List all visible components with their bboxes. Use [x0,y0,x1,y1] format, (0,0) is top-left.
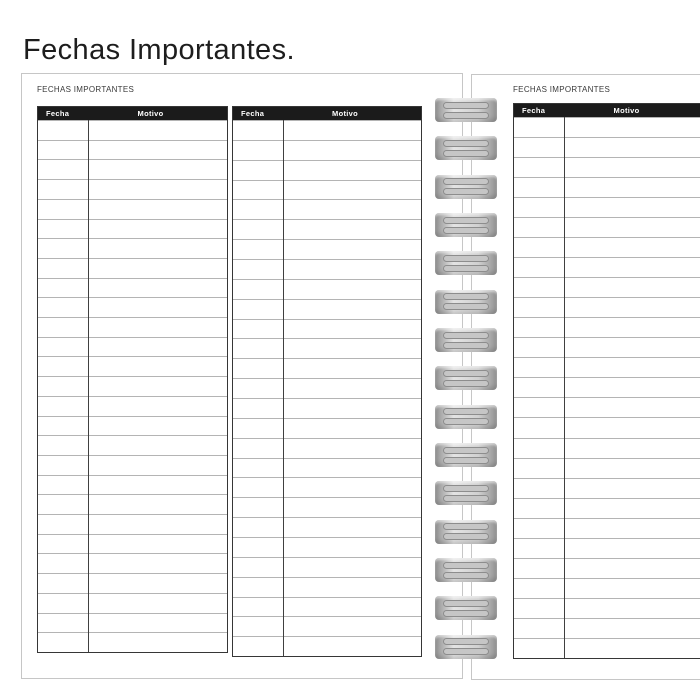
header-cell-motivo: Motivo [332,109,358,118]
table-row [38,140,227,160]
table-row [514,277,700,297]
left-page [21,73,463,679]
coil-wire [443,265,489,272]
table-row [38,317,227,337]
table-row [233,299,421,319]
table-row [233,517,421,537]
column-divider-line [283,120,284,656]
table-row [514,538,700,558]
table-row [38,376,227,396]
table-row [514,578,700,598]
table-row [233,199,421,219]
column-divider-line [564,117,565,658]
header-cell-motivo: Motivo [613,106,640,115]
table-row [38,475,227,495]
binding-coil [435,481,497,505]
table-row [233,597,421,617]
table-row [38,238,227,258]
table-row [514,297,700,317]
table-row [514,377,700,397]
table-row [514,518,700,538]
coil-wire [443,447,489,454]
header-cell-motivo: Motivo [137,109,164,118]
coil-wire [443,485,489,492]
coil-wire [443,370,489,377]
table-row [514,197,700,217]
table-row [233,557,421,577]
table-row [514,598,700,618]
table-row [514,618,700,638]
binding-coil [435,520,497,544]
table-row [514,117,700,137]
coil-wire [443,217,489,224]
table-row [514,458,700,478]
table-body [233,120,421,656]
dates-table-right-1 [513,103,700,659]
binding-coil [435,251,497,275]
table-row [38,593,227,613]
binding-coil [435,213,497,237]
coil-wire [443,562,489,569]
table-row [233,219,421,239]
coil-wire [443,533,489,540]
table-row [514,257,700,277]
coil-wire [443,418,489,425]
table-row [514,498,700,518]
coil-wire [443,523,489,530]
table-row [233,358,421,378]
coil-wire [443,140,489,147]
page-title: Fechas Importantes. [23,34,295,67]
table-row [233,259,421,279]
binding-coil [435,596,497,620]
table-row [514,177,700,197]
table-row [38,553,227,573]
binding-coil [435,328,497,352]
coil-wire [443,342,489,349]
header-cell-fecha: Fecha [46,109,70,118]
table-row [38,494,227,514]
coil-wire [443,495,489,502]
table-row [233,120,421,140]
table-row [233,497,421,517]
binding-coil [435,366,497,390]
dates-table-left-1 [37,106,228,653]
dates-table-left-2 [232,106,422,657]
binding-coil [435,175,497,199]
table-row [233,140,421,160]
table-row [233,279,421,299]
table-row [38,613,227,633]
coil-wire [443,178,489,185]
binding-coil [435,443,497,467]
table-row [233,398,421,418]
table-row [514,397,700,417]
coil-wire [443,150,489,157]
table-row [514,237,700,257]
coil-wire [443,188,489,195]
table-row [233,477,421,497]
table-row [233,537,421,557]
coil-wire [443,572,489,579]
coil-wire [443,457,489,464]
table-header [38,107,227,120]
table-row [38,278,227,298]
coil-wire [443,102,489,109]
table-row [38,632,227,652]
table-row [38,455,227,475]
right-page-label: FECHAS IMPORTANTES [513,85,611,94]
header-cell-fecha: Fecha [522,106,546,115]
table-row [38,258,227,278]
left-page-label: FECHAS IMPORTANTES [37,85,135,94]
table-row [38,514,227,534]
table-row [514,157,700,177]
coil-wire [443,332,489,339]
table-row [38,396,227,416]
coil-wire [443,610,489,617]
table-row [233,636,421,656]
spiral-binding [435,98,497,659]
table-row [38,179,227,199]
table-row [514,357,700,377]
column-divider-line [88,120,89,652]
binding-coil [435,98,497,122]
table-row [38,435,227,455]
coil-wire [443,380,489,387]
table-row [38,416,227,436]
table-row [38,356,227,376]
table-body [514,117,700,658]
table-row [233,378,421,398]
table-row [514,438,700,458]
table-body [38,120,227,652]
table-row [514,558,700,578]
table-row [233,319,421,339]
table-row [38,219,227,239]
table-header [233,107,421,120]
coil-wire [443,227,489,234]
binding-coil [435,136,497,160]
table-row [514,317,700,337]
coil-wire [443,112,489,119]
table-row [233,160,421,180]
table-row [233,438,421,458]
table-row [514,478,700,498]
table-header [514,104,700,117]
table-row [38,297,227,317]
coil-wire [443,600,489,607]
table-row [233,239,421,259]
table-row [38,159,227,179]
binding-coil [435,405,497,429]
table-row [38,120,227,140]
coil-wire [443,303,489,310]
table-row [233,180,421,200]
table-row [514,417,700,437]
coil-wire [443,638,489,645]
table-row [514,638,700,658]
coil-wire [443,648,489,655]
binding-coil [435,290,497,314]
table-row [233,458,421,478]
table-row [38,534,227,554]
table-row [514,137,700,157]
right-page [471,74,700,680]
binding-coil [435,558,497,582]
coil-wire [443,293,489,300]
header-cell-fecha: Fecha [241,109,265,118]
coil-wire [443,408,489,415]
table-row [514,217,700,237]
table-row [233,616,421,636]
table-row [233,577,421,597]
table-row [38,337,227,357]
coil-wire [443,255,489,262]
table-row [38,573,227,593]
binding-coil [435,635,497,659]
table-row [233,338,421,358]
table-row [38,199,227,219]
table-row [233,418,421,438]
table-row [514,337,700,357]
